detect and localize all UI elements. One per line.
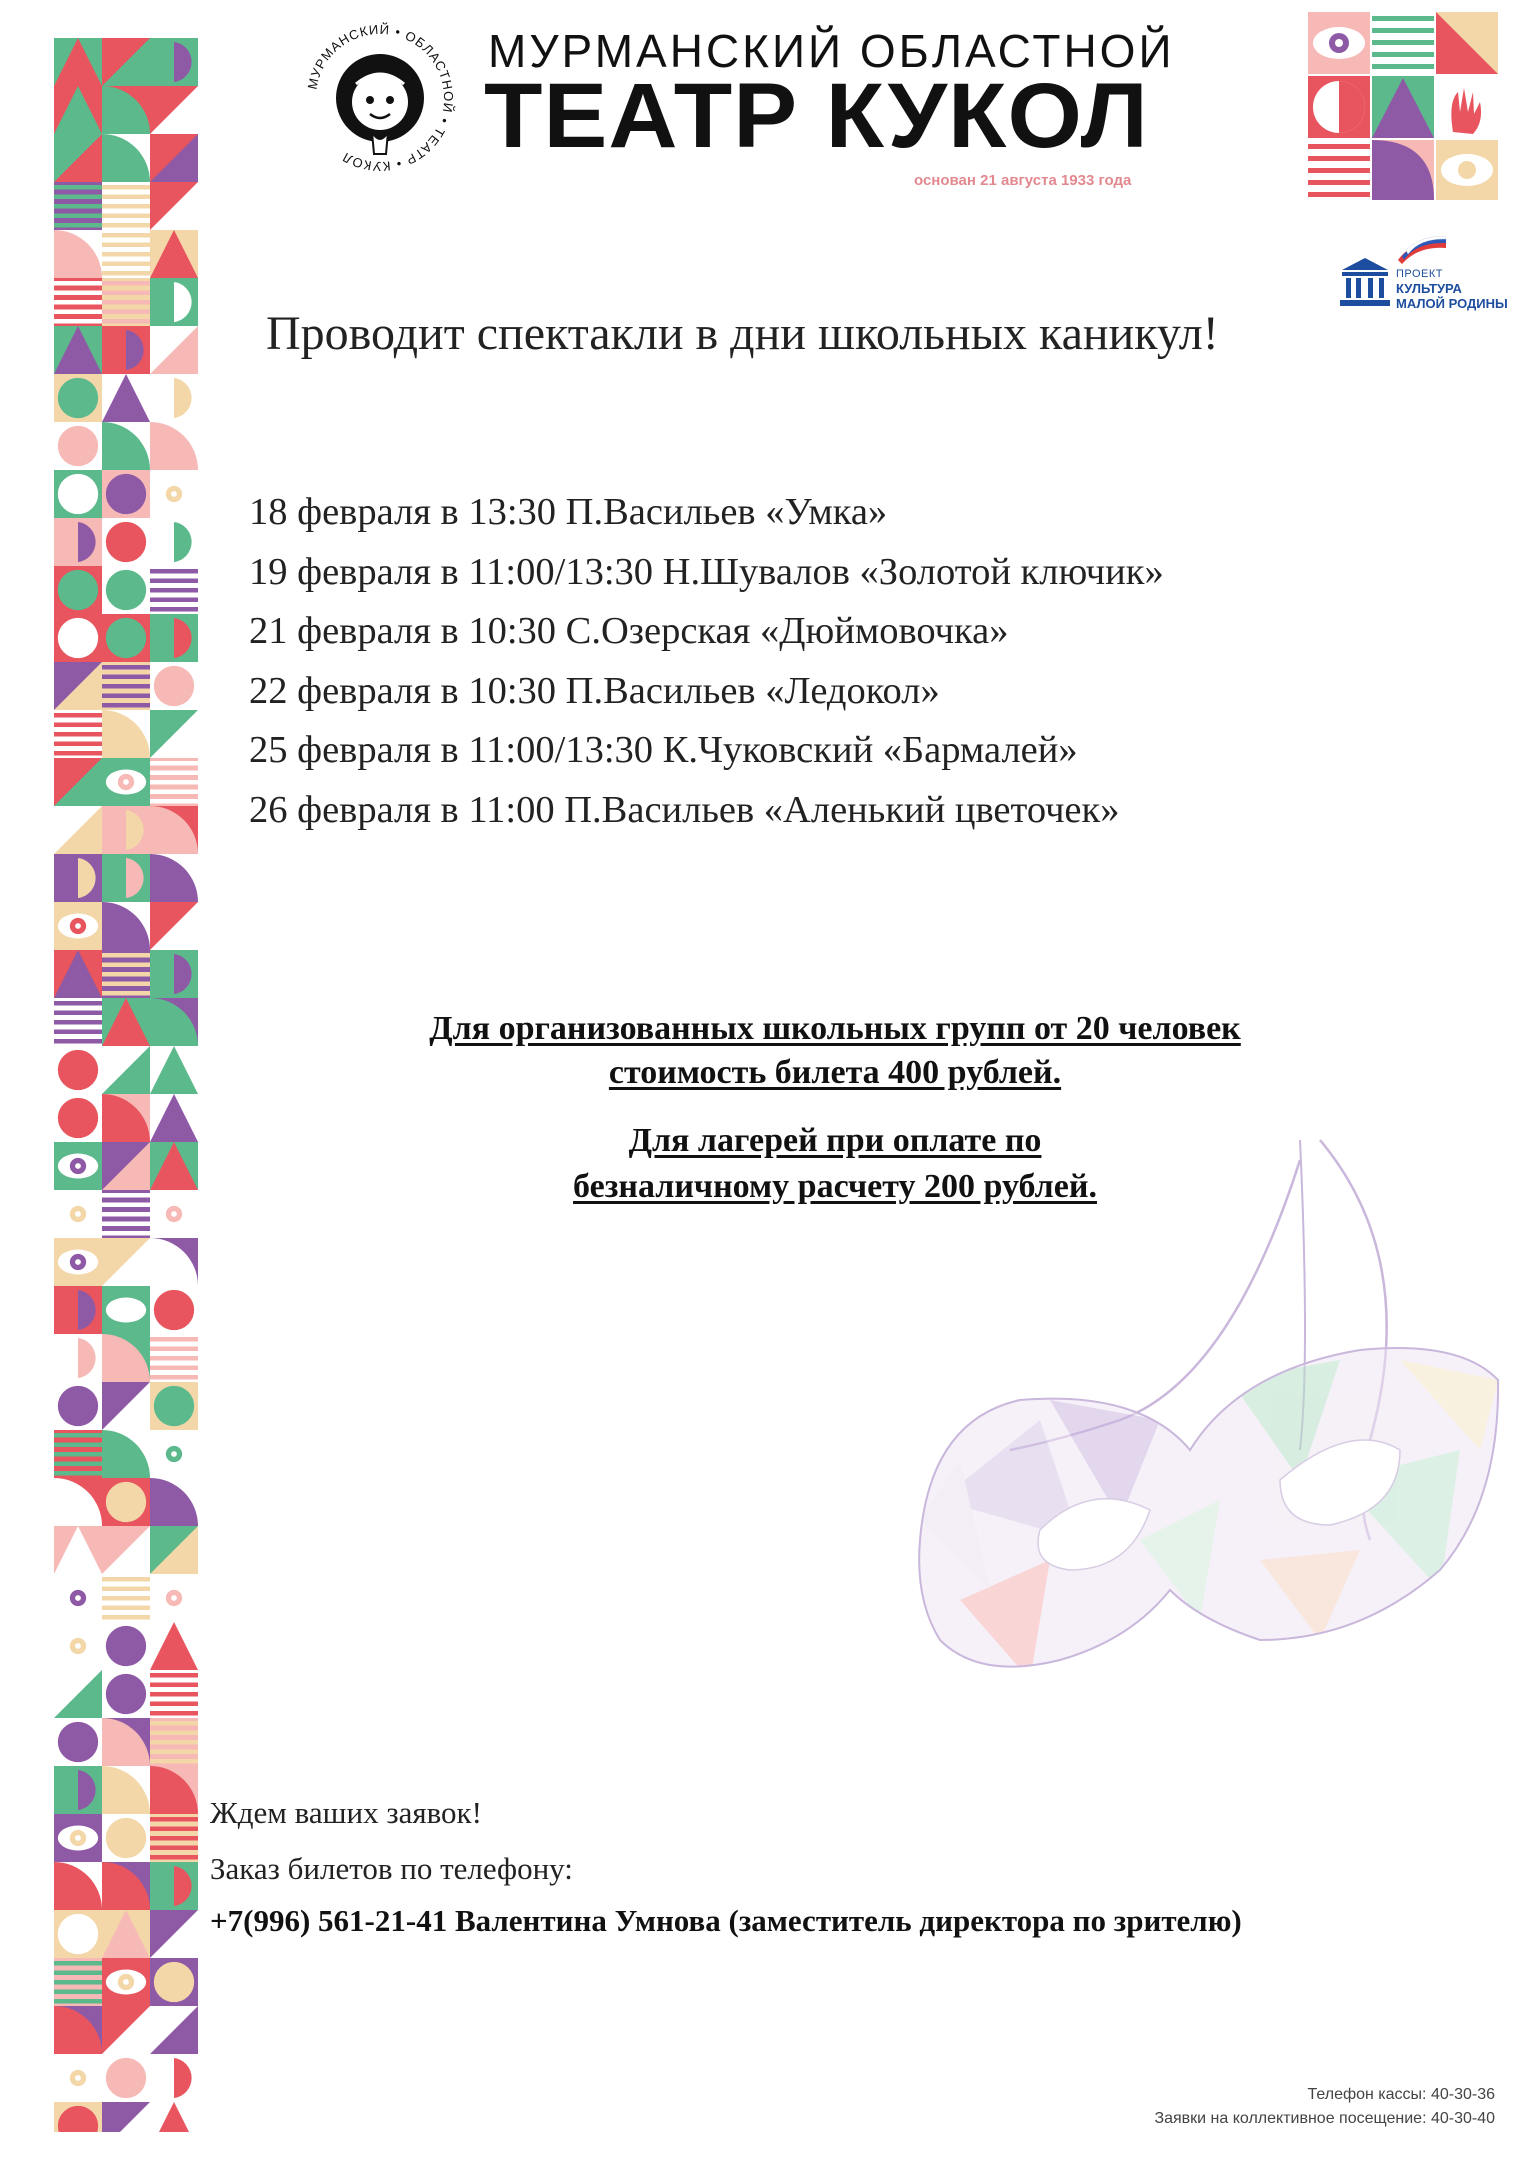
founded-date: основан 21 августа 1933 года xyxy=(914,172,1132,189)
schedule-item: 22 февраля в 10:30 П.Васильев «Ледокол» xyxy=(249,669,940,712)
schedule-item: 19 февраля в 11:00/13:30 Н.Шувалов «Золотой ключик» xyxy=(249,550,1164,593)
schedule-item: 25 февраля в 11:00/13:30 К.Чуковский «Бармалей» xyxy=(249,729,1078,771)
badge-title-line1: КУЛЬТУРА xyxy=(1396,281,1462,296)
footer-box-office-phone: Телефон кассы: 40-30-36 xyxy=(1307,2086,1495,2103)
schedule-item: 21 февраля в 10:30 С.Озерская «Дюймовочка» xyxy=(249,610,1009,652)
svg-text:МУРМАНСКИЙ • ОБЛАСТНОЙ • ТЕАТР: МУРМАНСКИЙ • ОБЛАСТНОЙ • ТЕАТР • КУКОЛ xyxy=(304,21,457,175)
decorative-pattern-strip xyxy=(54,38,198,2132)
badge-title-line2: МАЛОЙ РОДИНЫ xyxy=(1396,296,1508,311)
price-groups-line1: Для организованных школьных групп от 20 человек xyxy=(429,1010,1241,1047)
contact-phone: +7(996) 561-21-41 Валентина Умнова (заместитель директора по зрителю) xyxy=(210,1903,1242,1938)
theatre-name-line1: МУРМАНСКИЙ ОБЛАСТНОЙ xyxy=(488,25,1175,77)
schedule-list xyxy=(249,483,1369,840)
price-camps-line1: Для лагерей при оплате по xyxy=(628,1122,1042,1159)
price-groups-line2: стоимость билета 400 рублей. xyxy=(608,1054,1062,1091)
price-camps-line2: безналичному расчету 200 рублей. xyxy=(573,1168,1097,1205)
schedule-item: 18 февраля в 13:30 П.Васильев «Умка» xyxy=(249,491,888,533)
schedule-item: 26 февраля в 11:00 П.Васильев «Аленький цветочек» xyxy=(249,788,1120,831)
headline: Проводит спектакли в дни школьных каникул! xyxy=(266,307,1219,360)
theatre-logo-icon xyxy=(296,14,464,182)
flag-icon xyxy=(1394,236,1450,266)
badge-small-label: ПРОЕКТ xyxy=(1396,268,1444,280)
contact-order-label: Заказ билетов по телефону: xyxy=(210,1851,573,1886)
theatre-name-line2: ТЕАТР КУКОЛ xyxy=(484,65,1149,167)
building-icon xyxy=(1340,256,1390,308)
corner-pattern-icon xyxy=(1308,12,1498,200)
footer-group-visits-phone: Заявки на коллективное посещение: 40-30-40 xyxy=(1154,2110,1495,2127)
contact-invite: Ждем ваших заявок! xyxy=(210,1795,482,1830)
carnival-mask-icon xyxy=(900,1120,1500,1920)
project-badge xyxy=(1340,232,1508,316)
